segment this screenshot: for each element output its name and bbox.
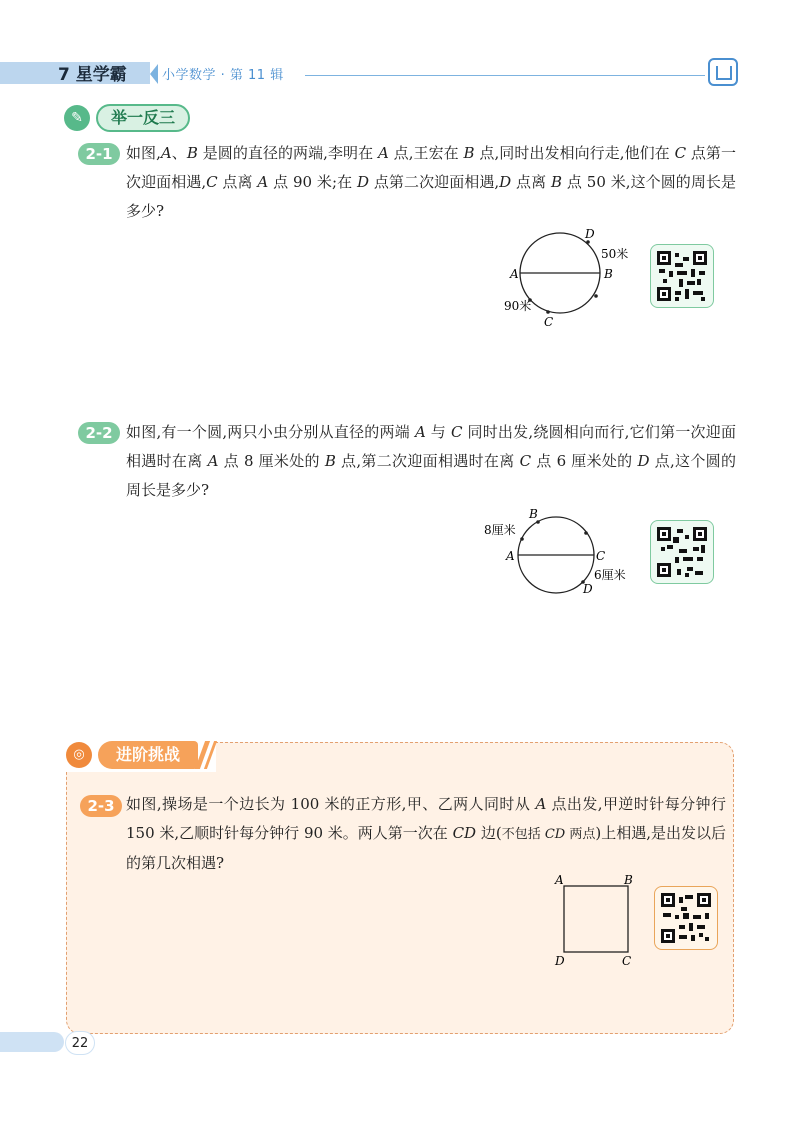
point-label-d: D	[555, 954, 565, 968]
point-label-c: C	[622, 954, 632, 968]
point-label-a: A	[510, 267, 519, 281]
target-icon: ◎	[66, 742, 92, 768]
point-label-b: B	[624, 873, 633, 887]
qr-code-icon[interactable]	[654, 886, 718, 950]
circle-figure-1	[500, 226, 640, 336]
problem-text: 如图,有一个圆,两只小虫分别从直径的两端 A 与 C 同时出发,绕圆相向而行,它们第一次迎面相遇时在离 A 点 8 厘米处的 B 点,第二次迎面相遇时在离 C 点 6 厘米处的 D 点,这个圆的周长是多少?	[126, 423, 736, 499]
challenge-badge: 进阶挑战	[98, 741, 198, 769]
qr-code-icon[interactable]	[650, 244, 714, 308]
point-label-c: C	[544, 315, 554, 329]
point-label-c: C	[596, 549, 606, 563]
square-figure	[552, 872, 642, 968]
qr-code-icon[interactable]	[650, 520, 714, 584]
point-label-b: B	[529, 507, 538, 521]
point-label-d: D	[583, 582, 593, 596]
page-number: 22	[65, 1031, 95, 1055]
problem-label: 2-3	[80, 795, 122, 817]
problem-label: 2-2	[78, 422, 120, 444]
length-label: 50米	[601, 247, 629, 261]
book-icon	[708, 58, 738, 86]
problem-text: 如图,操场是一个边长为 100 米的正方形,甲、乙两人同时从 A 点出发,甲逆时针每分钟行 150 米,乙顺时针每分钟行 90 米。两人第一次在 CD 边(不包括 CD 两点)上相遇,是出发以后的第几次相遇?	[126, 795, 726, 872]
circle-figure-2	[476, 506, 636, 606]
point-label-a: A	[555, 873, 564, 887]
length-label: 90米	[504, 299, 532, 313]
header-divider	[305, 75, 705, 76]
header-subtitle: 小学数学 · 第 11 辑	[162, 68, 284, 83]
brand-logo: 7 星学霸	[58, 65, 127, 85]
length-label: 8厘米	[484, 523, 516, 537]
problem-label: 2-1	[78, 143, 120, 165]
footer-band	[0, 1032, 64, 1052]
point-label-a: A	[506, 549, 515, 563]
length-label: 6厘米	[594, 568, 626, 582]
section-badge: 举一反三	[96, 104, 190, 132]
point-label-d: D	[585, 227, 595, 241]
point-label-b: B	[604, 267, 613, 281]
problem-text: 如图,A、B 是圆的直径的两端,李明在 A 点,王宏在 B 点,同时出发相向行走,他们在 C 点第一次迎面相遇,C 点离 A 点 90 米;在 D 点第二次迎面相遇,D 点离 B 点 50 米,这个圆的周长是多少?	[126, 144, 736, 220]
pencil-icon: ✎	[64, 105, 90, 131]
chevron-left-icon	[150, 64, 158, 84]
